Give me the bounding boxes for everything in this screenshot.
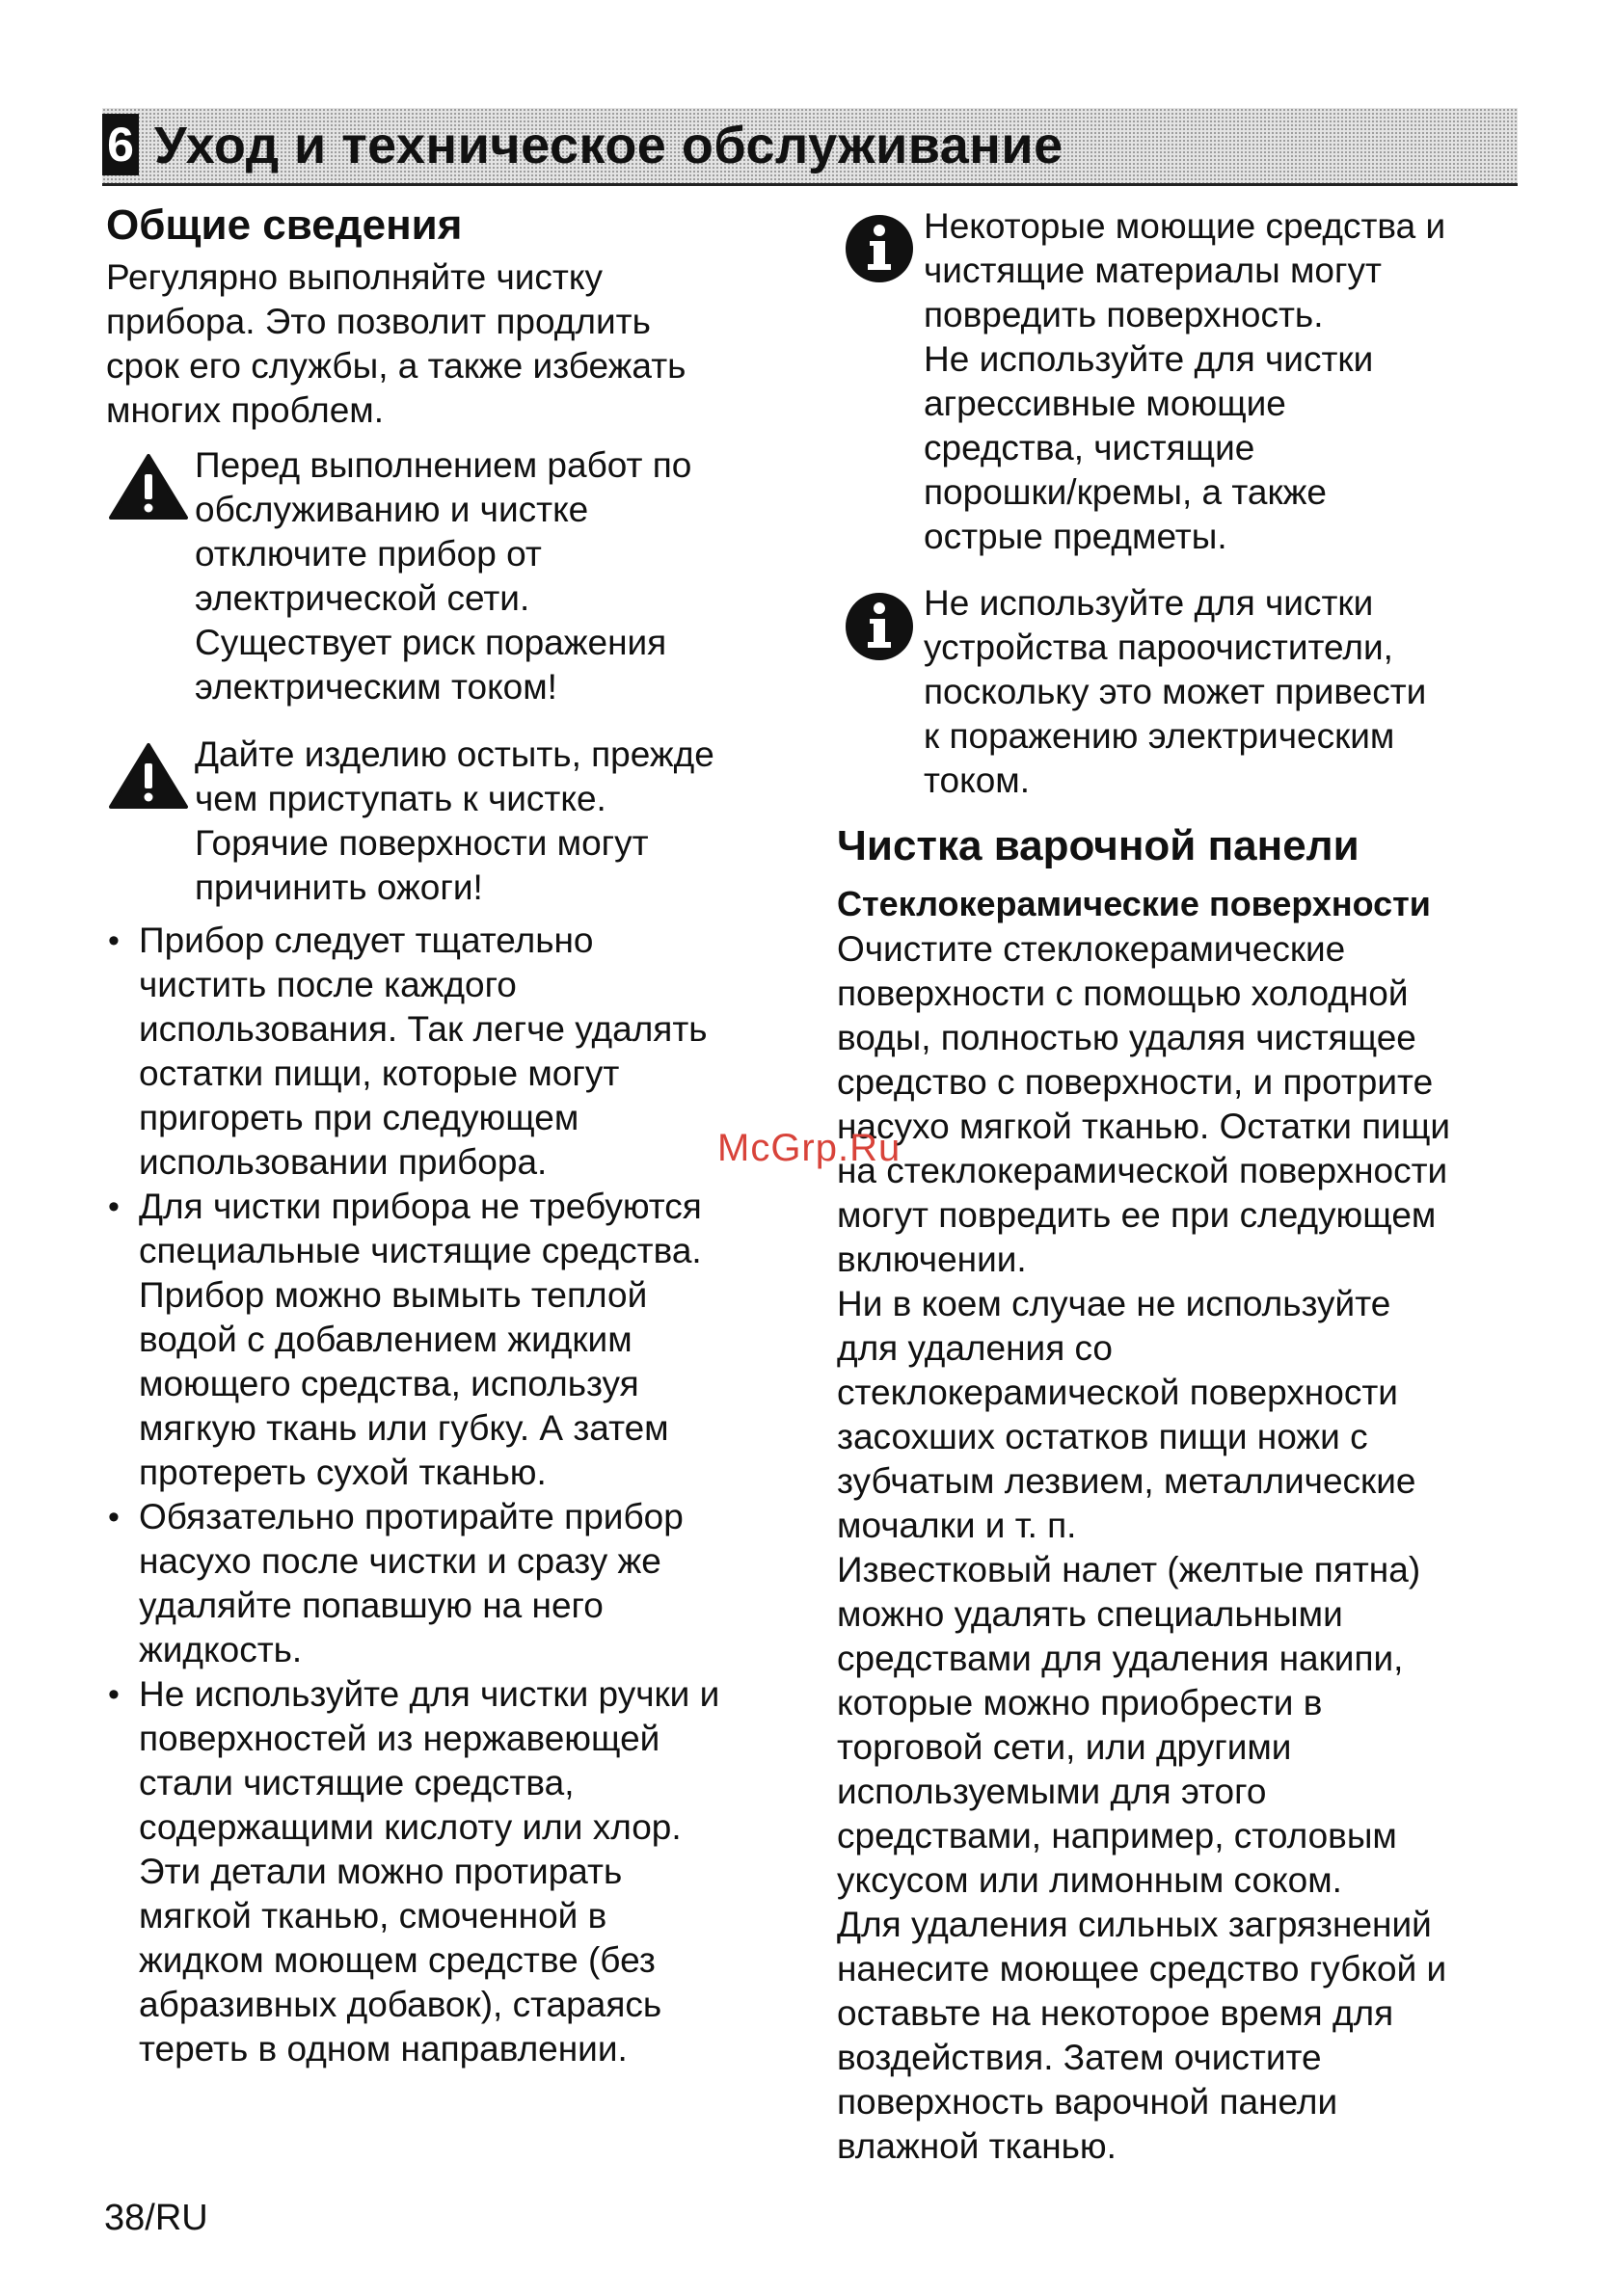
list-item-line: абразивных добавок), стараясь xyxy=(139,1985,662,2024)
list-item xyxy=(106,919,719,1185)
body-line: включении. xyxy=(837,1240,1027,1279)
info-text-detergents xyxy=(924,204,1445,559)
body-line: зубчатым лезвием, металлические xyxy=(837,1461,1416,1501)
body-line: нанесите моющее средство губкой и xyxy=(837,1949,1447,1989)
glass-ceramic-paragraph xyxy=(837,927,1450,2169)
list-item-line: • Для чистки прибора не требуются xyxy=(139,1187,702,1226)
body-line: мочалки и т. п. xyxy=(837,1506,1077,1545)
warning-line: Дайте изделию остыть, прежде xyxy=(195,734,714,774)
list-item-line: пригореть при следующем xyxy=(139,1098,579,1137)
info-line: Не используйте для чистки xyxy=(924,583,1374,623)
cleaning-bullet-list xyxy=(106,919,719,2071)
list-item-line: специальные чистящие средства. xyxy=(139,1231,702,1270)
watermark: McGrp.Ru xyxy=(717,1127,902,1169)
body-line: насухо мягкой тканью. Остатки пищи xyxy=(837,1107,1451,1146)
info-line: устройства пароочистители, xyxy=(924,627,1393,667)
body-line: средство с поверхности, и протрите xyxy=(837,1062,1434,1102)
body-line: поверхность варочной панели xyxy=(837,2082,1338,2122)
warning-triangle-icon xyxy=(108,453,189,521)
warning-line: электрической сети. xyxy=(195,578,530,618)
body-line: на стеклокерамической поверхности xyxy=(837,1151,1448,1190)
body-line: Очистите стеклокерамические xyxy=(837,929,1346,969)
list-item xyxy=(106,1185,719,1495)
warning-triangle-icon xyxy=(108,742,189,810)
info-icon xyxy=(845,592,914,661)
list-item-line: содержащими кислоту или хлор. xyxy=(139,1807,682,1847)
list-item-line: протереть сухой тканью. xyxy=(139,1453,547,1492)
intro-line: прибора. Это позволит продлить xyxy=(106,302,651,341)
intro-paragraph xyxy=(106,255,686,433)
list-item-line: остатки пищи, которые могут xyxy=(139,1054,620,1093)
body-line: поверхности с помощью холодной xyxy=(837,974,1409,1013)
info-line: Некоторые моющие средства и xyxy=(924,206,1446,246)
section-title-general: Общие сведения xyxy=(106,201,463,249)
list-item-line: водой с добавлением жидким xyxy=(139,1320,633,1359)
body-line: засохших остатков пищи ножи с xyxy=(837,1417,1368,1456)
warning-line: обслуживанию и чистке xyxy=(195,490,589,529)
list-item-line: использовании прибора. xyxy=(139,1142,548,1182)
intro-line: многих проблем. xyxy=(106,390,384,430)
list-item-line: • Прибор следует тщательно xyxy=(139,921,594,960)
info-line: Не используйте для чистки xyxy=(924,339,1374,379)
body-line: могут повредить ее при следующем xyxy=(837,1195,1437,1235)
section-title-hob: Чистка варочной панели xyxy=(837,822,1359,869)
warning-text-hot xyxy=(195,733,714,910)
body-line: можно удалять специальными xyxy=(837,1594,1343,1634)
list-item-line: использования. Так легче удалять xyxy=(139,1009,708,1049)
chapter-header xyxy=(102,108,1518,186)
info-line: острые предметы. xyxy=(924,517,1227,556)
list-item-line: Эти детали можно протирать xyxy=(139,1852,623,1891)
intro-line: Регулярно выполняйте чистку xyxy=(106,257,603,297)
intro-line: срок его службы, а также избежать xyxy=(106,346,686,386)
body-line: средствами для удаления накипи, xyxy=(837,1639,1404,1678)
list-item-line: моющего средства, используя xyxy=(139,1364,639,1403)
list-item xyxy=(106,1672,719,2071)
info-line: поскольку это может привести xyxy=(924,672,1427,711)
chapter-number: 6 xyxy=(102,114,139,175)
list-item-line: жидкость. xyxy=(139,1630,303,1669)
chapter-title: Уход и техническое обслуживание xyxy=(154,117,1063,174)
list-item-line: мягкую ткань или губку. А затем xyxy=(139,1408,669,1448)
warning-line: причинить ожоги! xyxy=(195,868,483,907)
warning-line: чем приступать к чистке. xyxy=(195,779,606,818)
list-item-line: жидком моющем средстве (без xyxy=(139,1940,656,1980)
info-line: порошки/кремы, а также xyxy=(924,472,1328,512)
warning-line: Горячие поверхности могут xyxy=(195,823,649,863)
page-number: 38/RU xyxy=(104,2198,208,2238)
info-line: к поражению электрическим xyxy=(924,716,1395,756)
info-line: средства, чистящие xyxy=(924,428,1255,467)
warning-line: Перед выполнением работ по xyxy=(195,445,692,485)
body-line: воды, полностью удаляя чистящее xyxy=(837,1018,1416,1057)
warning-text-power xyxy=(195,443,691,709)
body-line: Для удаления сильных загрязнений xyxy=(837,1905,1432,1944)
body-line: средствами, например, столовым xyxy=(837,1816,1397,1855)
list-item-line: • Не используйте для чистки ручки и xyxy=(139,1674,720,1714)
body-line: для удаления со xyxy=(837,1328,1114,1368)
body-line: уксусом или лимонным соком. xyxy=(837,1860,1342,1900)
body-line: Ни в коем случае не используйте xyxy=(837,1284,1391,1323)
subsection-title-glass-ceramic: Стеклокерамические поверхности xyxy=(837,884,1431,923)
list-item-line: Прибор можно вымыть теплой xyxy=(139,1275,648,1315)
body-line: Известковый налет (желтые пятна) xyxy=(837,1550,1421,1589)
body-line: которые можно приобрести в xyxy=(837,1683,1323,1722)
info-line: током. xyxy=(924,761,1031,800)
body-line: торговой сети, или другими xyxy=(837,1727,1292,1767)
list-item-line: тереть в одном направлении. xyxy=(139,2029,628,2069)
warning-line: Существует риск поражения xyxy=(195,623,667,662)
body-line: воздействия. Затем очистите xyxy=(837,2038,1322,2077)
list-item-line: • Обязательно протирайте прибор xyxy=(139,1497,684,1536)
body-line: используемыми для этого xyxy=(837,1772,1267,1811)
info-icon xyxy=(845,214,914,283)
list-item-line: удаляйте попавшую на него xyxy=(139,1586,604,1625)
info-text-steam xyxy=(924,581,1426,803)
info-line: чистящие материалы могут xyxy=(924,251,1382,290)
list-item-line: насухо после чистки и сразу же xyxy=(139,1541,661,1581)
warning-line: отключите прибор от xyxy=(195,534,542,574)
body-line: стеклокерамической поверхности xyxy=(837,1373,1398,1412)
list-item-line: стали чистящие средства, xyxy=(139,1763,575,1802)
info-line: повредить поверхность. xyxy=(924,295,1324,334)
list-item-line: мягкой тканью, смоченной в xyxy=(139,1896,607,1936)
list-item-line: чистить после каждого xyxy=(139,965,517,1004)
list-item xyxy=(106,1495,719,1672)
info-line: агрессивные моющие xyxy=(924,384,1286,423)
body-line: влажной тканью. xyxy=(837,2126,1117,2166)
list-item-line: поверхностей из нержавеющей xyxy=(139,1719,660,1758)
body-line: оставьте на некоторое время для xyxy=(837,1993,1394,2033)
warning-line: электрическим током! xyxy=(195,667,557,707)
